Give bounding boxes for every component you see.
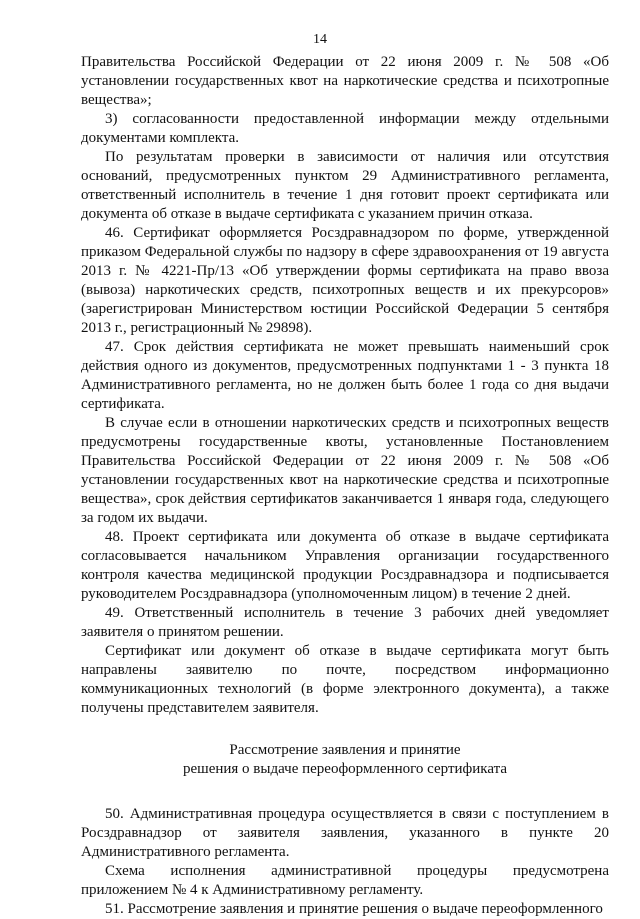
paragraph: Правительства Российской Федерации от 22 июня 2009 г. № 508 «Об установлении государственных квот на наркотические средства и психотропные вещества»; [81, 54, 609, 108]
page-number: 14 [313, 32, 327, 47]
paragraph: 51. Рассмотрение заявления и принятие решения о выдаче переоформленного [105, 901, 603, 917]
paragraph: 49. Ответственный исполнитель в течение 3 рабочих дней уведомляет заявителя о принятом решении. [81, 605, 609, 640]
paragraph: Схема исполнения административной процедуры предусмотрена приложением № 4 к Административному регламенту. [81, 863, 609, 898]
section-heading-line-1: Рассмотрение заявления и принятие [229, 742, 461, 758]
paragraph: 50. Административная процедура осуществляется в связи с поступлением в Росздравнадзор от заявителя заявления, указанного в пункте 20 Административного регламента. [81, 806, 609, 860]
paragraph: 46. Сертификат оформляется Росздравнадзором по форме, утвержденной приказом Федеральной службы по надзору в сфере здравоохранения от 19 августа 2013 г. № 4221-Пр/13 «Об утверждении формы сертификата на право ввоза (вывоза) наркотических средств, психотропных веществ и их прекурсоров» (зарегистрирован Министерством юстиции Российской Федерации 5 сентября 2013 г., регистрационный № 29898). [81, 225, 609, 336]
document-body [81, 53, 609, 919]
section-heading-line-2: решения о выдаче переоформленного сертификата [182, 761, 508, 777]
paragraph: По результатам проверки в зависимости от наличия или отсутствия оснований, предусмотренных пунктом 29 Административного регламента, ответственный исполнитель в течение 1 дня готовит проект сертификата или документа об отказе в выдаче сертификата с указанием причин отказа. [81, 149, 609, 222]
paragraph: 3) согласованности предоставленной информации между отдельными документами комплекта. [81, 111, 609, 146]
paragraph: 48. Проект сертификата или документа об отказе в выдаче сертификата согласовывается начальником Управления организации государственного контроля качества медицинской продукции Росздравнадзора и подписывается руководителем Росздравнадзора (уполномоченным лицом) в течение 2 дней. [81, 529, 609, 602]
paragraph: В случае если в отношении наркотических средств и психотропных веществ предусмотрены государственные квоты, установленные Постановлением Правительства Российской Федерации от 22 июня 2009 г. № 508 «Об установлении государственных квот на наркотические средства и психотропные вещества», срок действия сертификатов заканчивается 1 января года, следующего за годом их выдачи. [81, 415, 609, 526]
paragraph: Сертификат или документ об отказе в выдаче сертификата могут быть направлены заявителю по почте, посредством информационно коммуникационных технологий (в форме электронного документа), а также получены представителем заявителя. [81, 643, 609, 716]
paragraph: 47. Срок действия сертификата не может превышать наименьший срок действия одного из документов, предусмотренных подпунктами 1 - 3 пункта 18 Административного регламента, но не должен быть более 1 года со дня выдачи сертификата. [81, 339, 609, 412]
